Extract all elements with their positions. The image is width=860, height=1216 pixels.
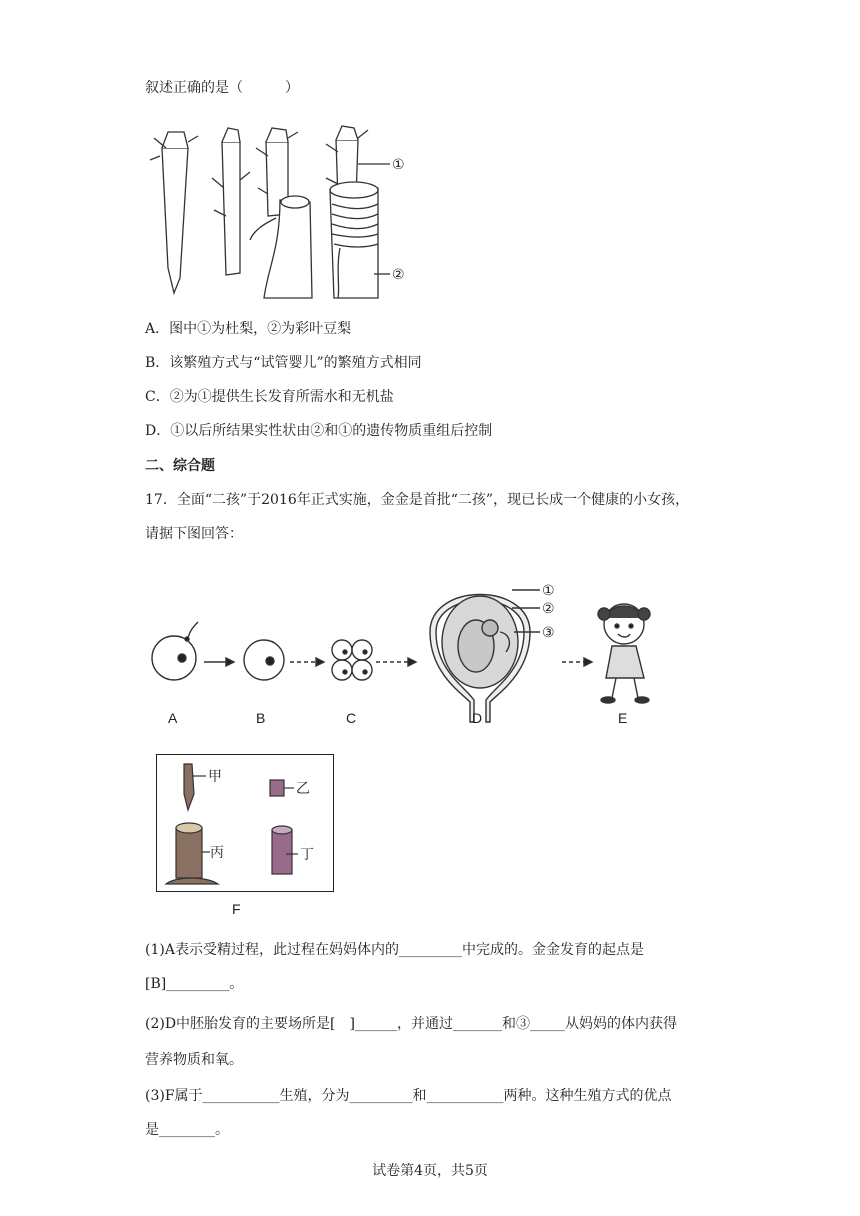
figure-f: [156, 754, 336, 924]
q17-stem-line2: 请据下图回答：: [145, 526, 243, 542]
option-a[interactable]: A．图中①为杜梨，②为彩叶豆梨: [145, 321, 352, 337]
option-b[interactable]: B．该繁殖方式与“试管婴儿”的繁殖方式相同: [145, 355, 422, 371]
box-label-ding: 丁: [300, 846, 314, 862]
q16-stem-tail: 叙述正确的是（ ）: [145, 80, 299, 96]
sub1-line2: [B]_________。: [145, 976, 244, 992]
sub2-line1: (2)D中胚胎发育的主要场所是[ ]______，并通过_______和③_____从妈妈的体内获得: [145, 1016, 677, 1032]
sub3-line1: (3)F属于___________生殖，分为_________和___________两种。这种生殖方式的优点: [145, 1088, 672, 1104]
option-c[interactable]: C．②为①提供生长发育所需水和无机盐: [145, 389, 394, 405]
grafting-label-2: ②: [392, 266, 405, 282]
uterus-label-1: ①: [542, 582, 555, 598]
figure-letter-a: A: [168, 710, 178, 726]
section-title: 二、综合题: [145, 458, 215, 474]
grafting-label-1: ①: [392, 156, 405, 172]
option-d[interactable]: D．①以后所结果实性状由②和①的遗传物质重组后控制: [145, 423, 493, 439]
figure-letter-f: F: [232, 901, 241, 917]
sub3-line2: 是________。: [145, 1122, 229, 1138]
grafting-figure: [140, 118, 430, 303]
box-label-yi: 乙: [296, 780, 310, 796]
box-label-jia: 甲: [208, 768, 222, 784]
uterus-label-2: ②: [542, 600, 555, 616]
development-figure: [140, 562, 680, 737]
sub1-line1: (1)A表示受精过程，此过程在妈妈体内的_________中完成的。金金发育的起点是: [145, 942, 644, 958]
box-label-bing: 丙: [210, 844, 224, 860]
q17-stem-line1: 17．全面“二孩”于2016年正式实施，金金是首批“二孩”，现已长成一个健康的小女孩，: [145, 492, 690, 508]
figure-letter-e: E: [618, 710, 628, 726]
figure-letter-b: B: [256, 710, 266, 726]
uterus-label-3: ③: [542, 624, 555, 640]
page-footer: 试卷第4页，共5页: [372, 1163, 488, 1179]
figure-letter-d: D: [472, 710, 483, 726]
sub2-line2: 营养物质和氧。: [145, 1052, 243, 1068]
figure-letter-c: C: [346, 710, 357, 726]
